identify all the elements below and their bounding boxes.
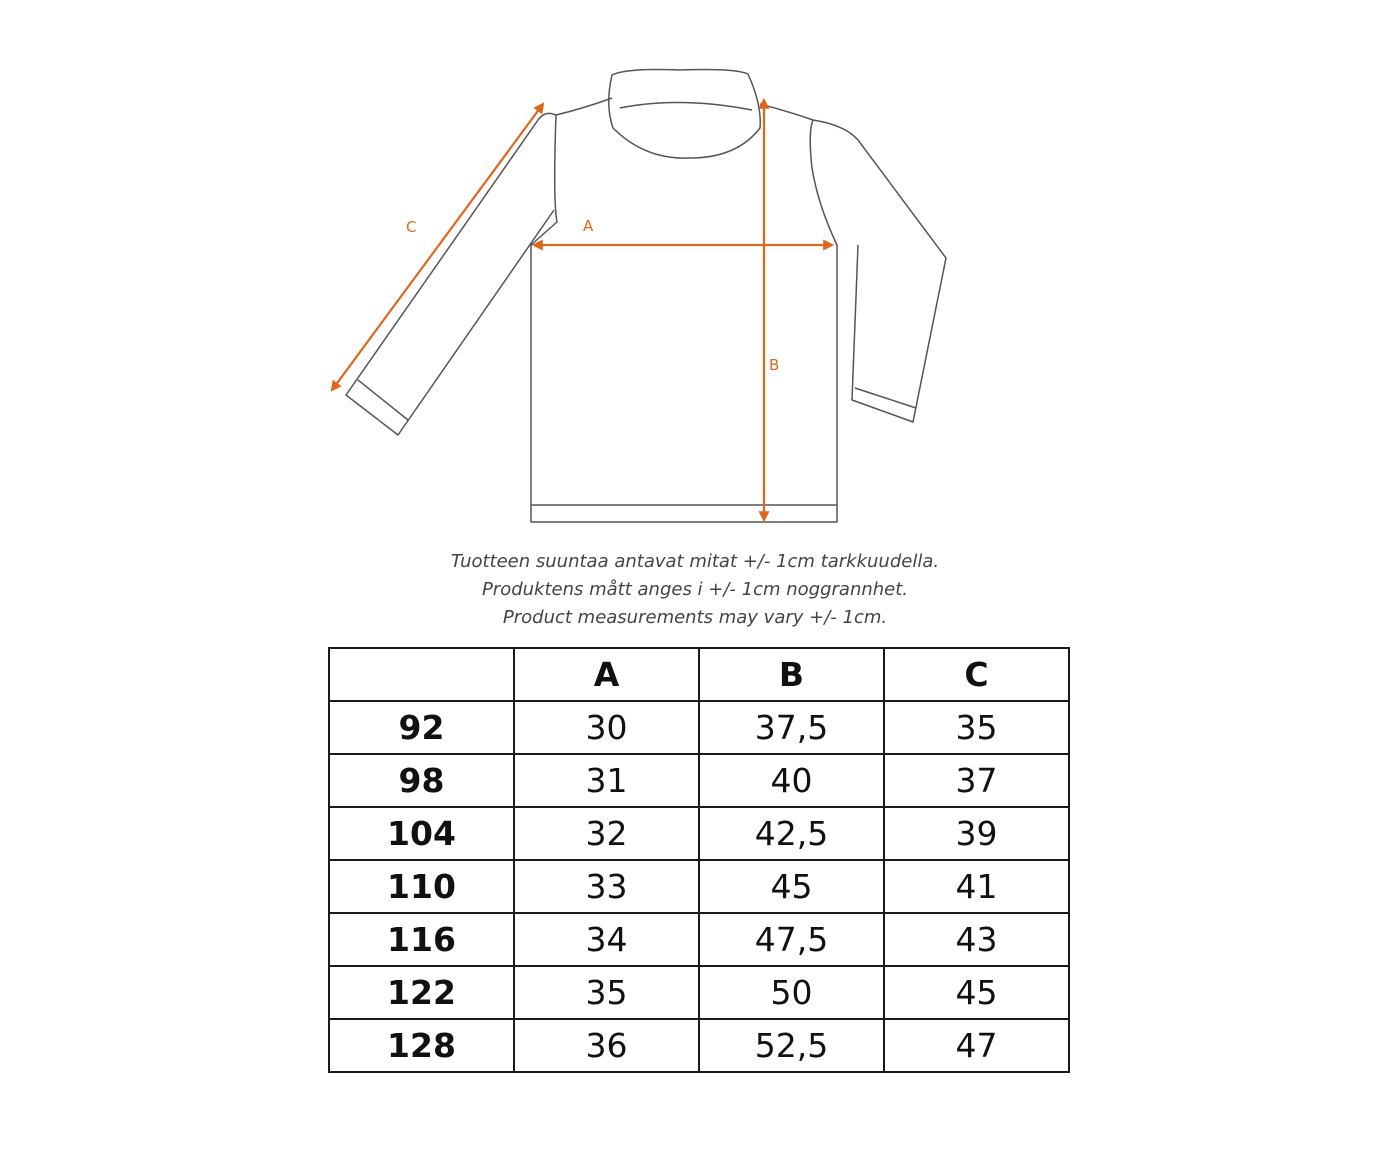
size-cell: 92 bbox=[329, 701, 514, 754]
measure-arrow-c bbox=[332, 104, 543, 390]
value-c: 35 bbox=[884, 701, 1069, 754]
table-row bbox=[329, 966, 1069, 1019]
value-b: 40 bbox=[699, 754, 884, 807]
left-sleeve bbox=[346, 113, 556, 435]
size-cell: 116 bbox=[329, 913, 514, 966]
table-row bbox=[329, 754, 1069, 807]
header-a: A bbox=[514, 648, 699, 701]
note-swedish: Produktens mått anges i +/- 1cm noggrannhet. bbox=[481, 579, 909, 600]
value-a: 32 bbox=[514, 807, 699, 860]
value-b: 42,5 bbox=[699, 807, 884, 860]
table-row bbox=[329, 913, 1069, 966]
value-a: 34 bbox=[514, 913, 699, 966]
value-b: 37,5 bbox=[699, 701, 884, 754]
value-c: 41 bbox=[884, 860, 1069, 913]
collar-band bbox=[620, 102, 752, 110]
value-a: 35 bbox=[514, 966, 699, 1019]
header-size bbox=[329, 648, 514, 701]
table-header-row bbox=[329, 648, 1069, 701]
value-c: 37 bbox=[884, 754, 1069, 807]
value-b: 47,5 bbox=[699, 913, 884, 966]
size-chart-table bbox=[328, 647, 1070, 1073]
label-c: C bbox=[406, 218, 417, 236]
table-row bbox=[329, 701, 1069, 754]
value-b: 52,5 bbox=[699, 1019, 884, 1072]
table-row bbox=[329, 1019, 1069, 1072]
measurement-arrows bbox=[332, 100, 832, 520]
value-b: 45 bbox=[699, 860, 884, 913]
value-c: 47 bbox=[884, 1019, 1069, 1072]
size-cell: 128 bbox=[329, 1019, 514, 1072]
measurement-notes bbox=[0, 548, 1390, 632]
value-c: 45 bbox=[884, 966, 1069, 1019]
value-c: 43 bbox=[884, 913, 1069, 966]
value-a: 30 bbox=[514, 701, 699, 754]
value-a: 31 bbox=[514, 754, 699, 807]
size-cell: 122 bbox=[329, 966, 514, 1019]
size-cell: 110 bbox=[329, 860, 514, 913]
table-row bbox=[329, 860, 1069, 913]
value-c: 39 bbox=[884, 807, 1069, 860]
value-b: 50 bbox=[699, 966, 884, 1019]
value-a: 36 bbox=[514, 1019, 699, 1072]
shirt-body bbox=[531, 115, 837, 522]
label-b: B bbox=[769, 356, 780, 374]
value-a: 33 bbox=[514, 860, 699, 913]
header-c: C bbox=[884, 648, 1069, 701]
garment-diagram bbox=[0, 0, 1400, 540]
size-cell: 98 bbox=[329, 754, 514, 807]
collar-join bbox=[556, 98, 813, 120]
left-cuff bbox=[358, 380, 408, 420]
note-finnish: Tuotteen suuntaa antavat mitat +/- 1cm tarkkuudella. bbox=[450, 551, 940, 572]
note-english: Product measurements may vary +/- 1cm. bbox=[502, 607, 888, 628]
header-b: B bbox=[699, 648, 884, 701]
size-cell: 104 bbox=[329, 807, 514, 860]
table-row bbox=[329, 807, 1069, 860]
turtleneck-collar bbox=[609, 70, 761, 159]
shirt-outline bbox=[346, 70, 946, 523]
right-sleeve bbox=[813, 120, 946, 422]
label-a: A bbox=[583, 217, 594, 235]
